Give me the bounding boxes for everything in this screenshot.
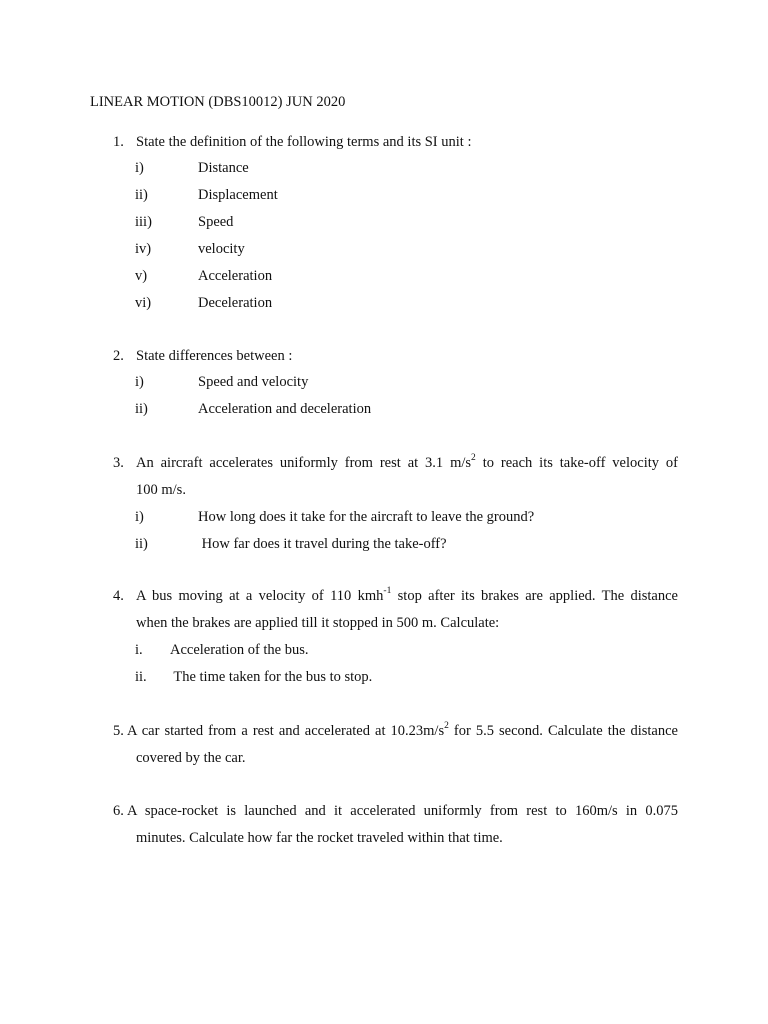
question-text-part: A car started from a rest and accelerated at 10.23m/s	[127, 723, 445, 739]
item-text: Speed and velocity	[198, 374, 309, 390]
question-text-continued: 100 m/s.	[136, 482, 186, 498]
item-text: How far does it travel during the take-off?	[198, 536, 447, 552]
question-text	[136, 588, 678, 605]
item-label: iv)	[135, 241, 152, 257]
item-text: Displacement	[198, 187, 278, 203]
question-text: State the definition of the following terms and its SI unit :	[136, 134, 472, 150]
superscript: -1	[383, 586, 392, 597]
question-text-part: A bus moving at a velocity of 110 kmh	[136, 588, 384, 604]
item-label: iii)	[135, 214, 152, 230]
superscript: 2	[471, 453, 476, 464]
question-text-continued: minutes. Calculate how far the rocket traveled within that time.	[136, 830, 503, 846]
item-text: Acceleration and deceleration	[198, 401, 372, 417]
item-text: The time taken for the bus to stop.	[170, 669, 373, 685]
question-number: 6.	[113, 803, 124, 819]
question-number: 2.	[113, 348, 124, 364]
item-text: How long does it take for the aircraft to leave the ground?	[198, 509, 535, 525]
item-label: i)	[135, 160, 144, 176]
question-text	[136, 455, 678, 472]
item-text: velocity	[198, 241, 245, 257]
question-text-continued: when the brakes are applied till it stopped in 500 m. Calculate:	[136, 615, 500, 631]
item-label: i)	[135, 509, 144, 525]
question-text	[127, 723, 678, 740]
item-label: vi)	[135, 295, 152, 311]
question-number: 5.	[113, 723, 124, 739]
document-title: LINEAR MOTION (DBS10012) JUN 2020	[90, 94, 346, 110]
item-text: Speed	[198, 214, 234, 230]
item-label: i)	[135, 374, 144, 390]
question-text-part: to reach its take-off velocity of	[475, 455, 678, 471]
item-label: ii.	[135, 669, 147, 685]
superscript: 2	[444, 721, 449, 732]
question-text-part: stop after its brakes are applied. The distance	[391, 588, 678, 604]
question-text: A space-rocket is launched and it accelerated uniformly from rest to 160m/s in 0.075	[127, 803, 678, 819]
question-number: 4.	[113, 588, 124, 604]
item-text: Distance	[198, 160, 249, 176]
item-text: Acceleration of the bus.	[170, 642, 309, 658]
item-text: Acceleration	[198, 268, 273, 284]
question-number: 1.	[113, 134, 124, 150]
question-text-part: for 5.5 second. Calculate the distance	[448, 723, 678, 739]
item-text: Deceleration	[198, 295, 273, 311]
item-label: ii)	[135, 401, 148, 417]
question-text: State differences between :	[136, 348, 293, 364]
item-label: ii)	[135, 536, 148, 552]
item-label: ii)	[135, 187, 148, 203]
question-text-continued: covered by the car.	[136, 750, 246, 766]
question-text-part: An aircraft accelerates uniformly from rest at 3.1 m/s	[136, 455, 472, 471]
question-number: 3.	[113, 455, 124, 471]
item-label: i.	[135, 642, 143, 658]
item-label: v)	[135, 268, 148, 284]
